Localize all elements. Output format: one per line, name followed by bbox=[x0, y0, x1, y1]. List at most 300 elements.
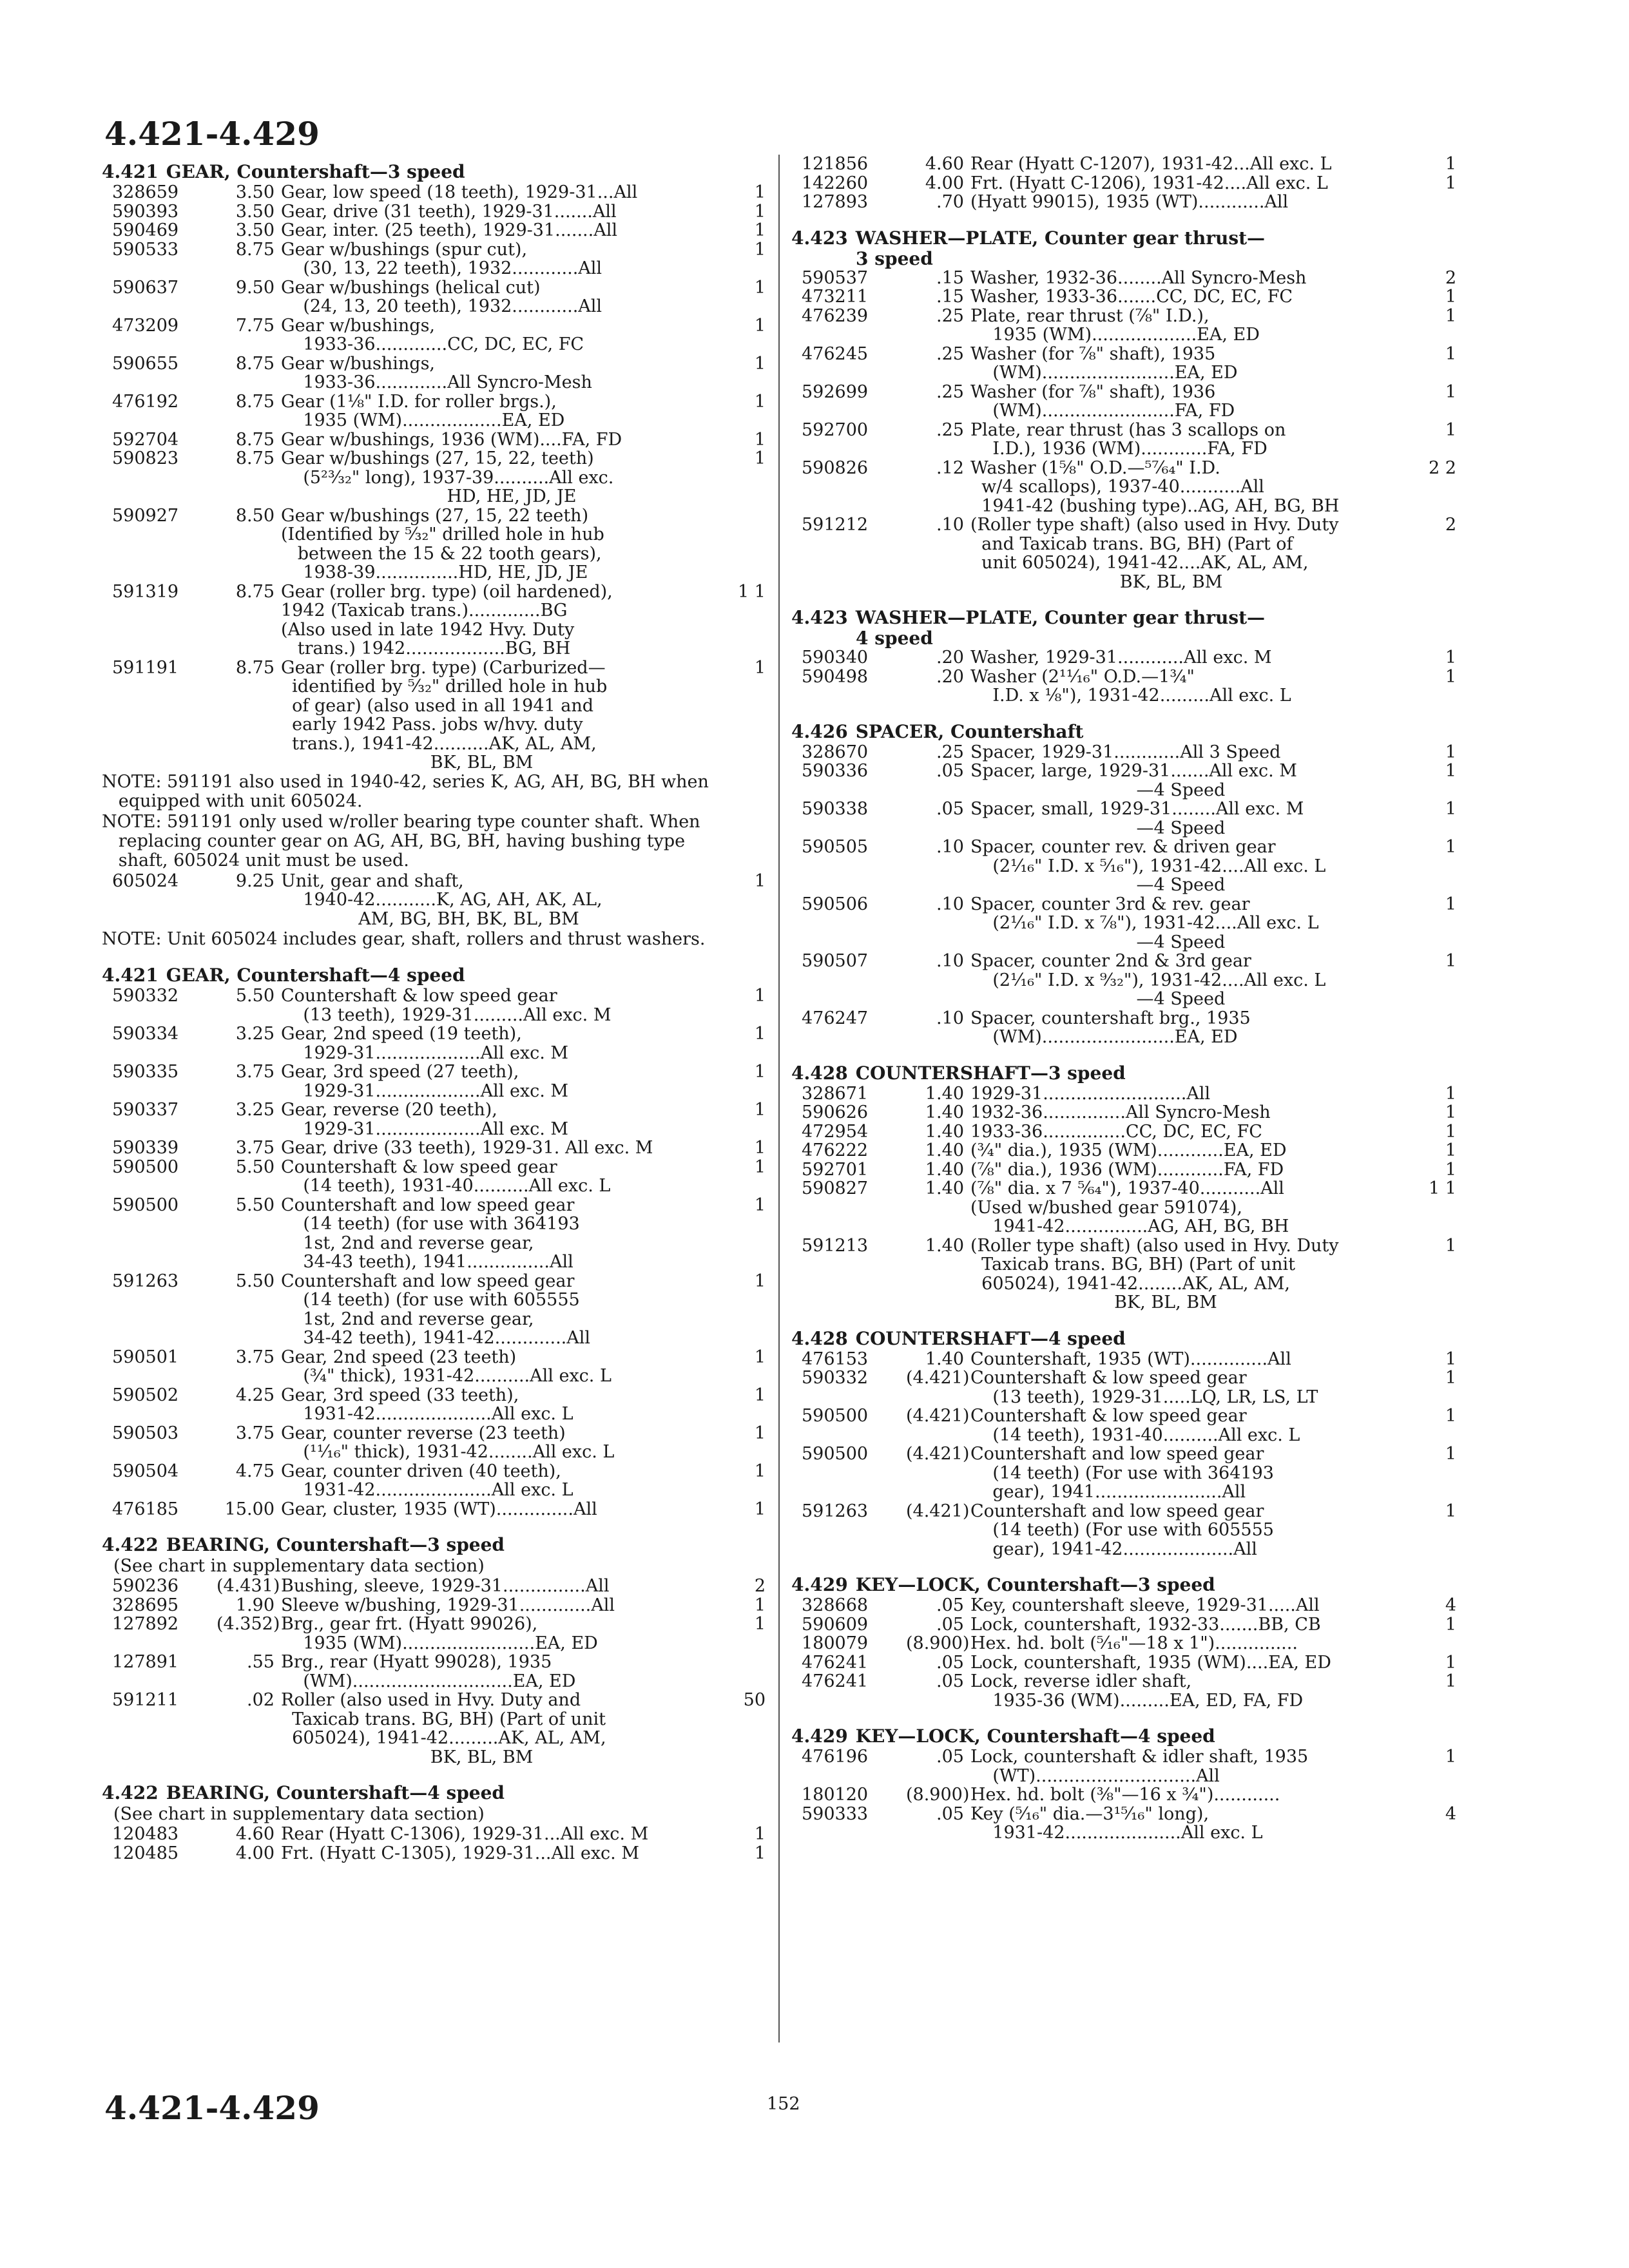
part-price: .05 bbox=[936, 1672, 964, 1691]
part-description: Sleeve w/bushing, 1929-31.............All bbox=[281, 1595, 615, 1615]
part-quantity: 1 bbox=[1445, 1236, 1456, 1256]
part-price: .25 bbox=[936, 306, 964, 326]
part-quantity: 1 bbox=[1445, 1747, 1456, 1767]
part-price: .20 bbox=[936, 648, 964, 668]
part-quantity: 4 bbox=[1445, 1804, 1456, 1824]
part-number: 473209 bbox=[112, 316, 179, 336]
part-quantity: 2 bbox=[1445, 268, 1456, 287]
part-description: Gear, 3rd speed (27 teeth), 1929-31...................All exc. M bbox=[281, 1062, 569, 1100]
part-price: 7.75 bbox=[235, 316, 275, 336]
part-price: .25 bbox=[936, 344, 964, 364]
section-number: 4.422 bbox=[102, 1534, 159, 1555]
part-quantity: 2 bbox=[1445, 515, 1456, 535]
part-price: (8.900) bbox=[906, 1785, 970, 1805]
part-row bbox=[791, 1747, 1456, 1785]
part-row bbox=[102, 1100, 766, 1139]
part-number: 590502 bbox=[112, 1385, 179, 1405]
part-quantity: 1 bbox=[1445, 1349, 1456, 1369]
part-price: 5.50 bbox=[235, 986, 275, 1006]
part-number: 476222 bbox=[802, 1141, 869, 1160]
part-row bbox=[791, 269, 1456, 288]
part-quantity: 1 bbox=[754, 354, 766, 374]
part-description: Countershaft & low speed gear (13 teeth), 1929-31.........All exc. M bbox=[281, 986, 612, 1024]
part-description: Spacer, small, 1929-31........All exc. M —4 Speed bbox=[970, 800, 1304, 838]
part-quantity: 1 bbox=[754, 221, 766, 240]
section-washer-plate-3-speed bbox=[791, 227, 1456, 592]
part-row bbox=[791, 1369, 1456, 1407]
part-description: Frt. (Hyatt C-1305), 1929-31...All exc. M bbox=[281, 1843, 639, 1863]
part-number: 328659 bbox=[112, 183, 179, 202]
part-number: 127891 bbox=[112, 1653, 179, 1672]
part-row bbox=[791, 307, 1456, 345]
part-quantity: 1 bbox=[754, 1461, 766, 1481]
part-row bbox=[791, 838, 1456, 895]
part-quantity: 1 bbox=[1445, 1103, 1456, 1122]
part-price: 1.40 bbox=[925, 1179, 964, 1198]
part-description: Countershaft, 1935 (WT)..............All bbox=[970, 1349, 1291, 1369]
part-description: 1932-36...............All Syncro-Mesh bbox=[970, 1103, 1271, 1122]
part-description: Hex. hd. bolt (⅜"—16 x ¾")............ bbox=[970, 1785, 1280, 1805]
part-quantity: 2 2 bbox=[1429, 458, 1456, 478]
part-description: Key, countershaft sleeve, 1929-31.....All bbox=[970, 1596, 1320, 1615]
part-description: Countershaft and low speed gear (14 teeth) (For use with 364193 gear), 1941.......................All bbox=[970, 1445, 1274, 1502]
part-quantity bbox=[1418, 1785, 1456, 1805]
part-description: Spacer, large, 1929-31.......All exc. M —4 Speed bbox=[970, 762, 1297, 800]
part-description: Lock, countershaft & idler shaft, 1935 (WT).............................All bbox=[970, 1747, 1309, 1785]
section-title: WASHER—PLATE, Counter gear thrust— bbox=[855, 607, 1266, 628]
section-title: KEY—LOCK, Countershaft—4 speed bbox=[855, 1725, 1215, 1747]
part-price: .02 bbox=[247, 1691, 275, 1710]
section-number: 4.421 bbox=[102, 965, 159, 986]
part-row bbox=[791, 1103, 1456, 1122]
section-title: COUNTERSHAFT—4 speed bbox=[855, 1327, 1126, 1349]
part-price: .10 bbox=[936, 1008, 964, 1028]
part-row bbox=[791, 174, 1456, 193]
part-number: 328668 bbox=[802, 1596, 869, 1615]
part-description: Gear w/bushings, 1936 (WM)....FA, FD bbox=[281, 430, 622, 449]
part-number: 590504 bbox=[112, 1461, 179, 1481]
part-number: 476192 bbox=[112, 392, 179, 412]
part-price: .05 bbox=[936, 1804, 964, 1824]
part-number: 590332 bbox=[112, 986, 179, 1006]
part-row bbox=[102, 506, 766, 582]
part-row bbox=[791, 648, 1456, 668]
part-description: (Roller type shaft) (also used in Hvy. Duty and Taxicab trans. BG, BH) (Part of unit 605024), 1941-42....AK, AL, AM, BK, BL, BM bbox=[970, 515, 1339, 591]
part-description: Spacer, counter rev. & driven gear (2¹⁄₁₆" I.D. x ⁵⁄₁₆"), 1931-42....All exc. L —4 Speed bbox=[970, 838, 1326, 895]
part-number: 590626 bbox=[802, 1103, 869, 1122]
part-number: 476239 bbox=[802, 306, 869, 326]
section-heading bbox=[102, 161, 766, 183]
part-number: 590507 bbox=[802, 952, 869, 971]
part-price: (4.421) bbox=[906, 1501, 970, 1521]
part-number: 590393 bbox=[112, 202, 179, 221]
part-row bbox=[791, 668, 1456, 706]
part-number: 591191 bbox=[112, 658, 179, 678]
part-price: 4.00 bbox=[925, 173, 964, 193]
part-price: 3.75 bbox=[235, 1423, 275, 1443]
part-description: Gear, drive (33 teeth), 1929-31. All exc. M bbox=[281, 1139, 653, 1158]
part-price: .05 bbox=[936, 800, 964, 819]
part-description: (¾" dia.), 1935 (WM)............EA, ED bbox=[970, 1141, 1287, 1160]
part-quantity: 1 bbox=[754, 1157, 766, 1177]
part-row bbox=[102, 316, 766, 354]
part-row bbox=[102, 658, 766, 773]
part-quantity: 1 bbox=[1445, 306, 1456, 326]
part-price: 8.75 bbox=[235, 658, 275, 678]
part-price: 1.40 bbox=[925, 1084, 964, 1103]
part-row bbox=[102, 1158, 766, 1196]
section-heading bbox=[791, 721, 1456, 743]
part-price: .05 bbox=[936, 762, 964, 781]
part-price: .10 bbox=[936, 952, 964, 971]
part-description: Countershaft and low speed gear (14 teeth) (for use with 364193 1st, 2nd and reverse gear, 34-43 teeth), 1941...............All bbox=[281, 1195, 580, 1272]
part-description: Rear (Hyatt C-1306), 1929-31...All exc. M bbox=[281, 1825, 649, 1844]
part-row bbox=[102, 183, 766, 202]
section-number: 4.428 bbox=[791, 1062, 848, 1084]
part-price: 8.75 bbox=[235, 449, 275, 468]
part-description: Plate, rear thrust (has 3 scallops on I.D.), 1936 (WM)............FA, FD bbox=[970, 420, 1286, 459]
part-quantity: 1 bbox=[754, 1595, 766, 1615]
part-price: 4.25 bbox=[235, 1385, 275, 1405]
part-row bbox=[791, 155, 1456, 174]
part-quantity: 1 bbox=[754, 202, 766, 221]
part-price: (4.421) bbox=[906, 1445, 970, 1464]
part-row bbox=[102, 202, 766, 222]
section-heading bbox=[791, 1062, 1456, 1084]
part-number: 590823 bbox=[112, 449, 179, 468]
part-row bbox=[791, 800, 1456, 838]
part-quantity: 1 bbox=[754, 1271, 766, 1291]
part-number: 476247 bbox=[802, 1008, 869, 1028]
part-quantity: 1 bbox=[1445, 648, 1456, 668]
section-number: 4.423 bbox=[791, 227, 848, 249]
part-quantity: 1 bbox=[1445, 742, 1456, 762]
section-gear-countershaft-4-speed bbox=[102, 965, 766, 1519]
part-quantity bbox=[727, 506, 766, 582]
part-price: .10 bbox=[936, 838, 964, 857]
part-description: Unit, gear and shaft, 1940-42...........K, AG, AH, AK, AL, AM, BG, BH, BK, BL, BM bbox=[281, 871, 602, 928]
part-number: 591263 bbox=[112, 1271, 179, 1291]
part-quantity: 1 bbox=[1445, 382, 1456, 402]
part-quantity: 1 bbox=[754, 1139, 766, 1158]
part-price: 3.50 bbox=[235, 202, 275, 221]
note: NOTE: Unit 605024 includes gear, shaft, rollers and thrust washers. bbox=[102, 930, 706, 949]
part-price: 1.40 bbox=[925, 1103, 964, 1122]
part-price: .15 bbox=[936, 268, 964, 287]
part-number: 590826 bbox=[802, 458, 869, 478]
part-row bbox=[791, 1805, 1456, 1843]
note: NOTE: 591191 also used in 1940-42, series K, AG, AH, BG, BH when equipped with unit 605024. bbox=[102, 772, 709, 811]
part-price: 3.75 bbox=[235, 1347, 275, 1367]
part-description: Spacer, counter 3rd & rev. gear (2¹⁄₁₆" I.D. x ⅞"), 1931-42....All exc. L —4 Speed bbox=[970, 894, 1319, 952]
part-description: Washer (2¹¹⁄₁₆" O.D.—1¾" I.D. x ⅛"), 1931-42.........All exc. L bbox=[970, 667, 1291, 706]
part-quantity: 1 bbox=[754, 1615, 766, 1634]
part-number: 590500 bbox=[802, 1407, 869, 1426]
part-quantity: 4 bbox=[1445, 1596, 1456, 1615]
part-price: .05 bbox=[936, 1596, 964, 1615]
part-quantity: 1 bbox=[754, 1024, 766, 1044]
part-row bbox=[791, 515, 1456, 591]
part-price: 8.75 bbox=[235, 430, 275, 449]
section-number: 4.428 bbox=[791, 1327, 848, 1349]
part-row bbox=[102, 449, 766, 506]
part-quantity: 1 bbox=[1445, 420, 1456, 440]
section-heading bbox=[791, 1725, 1456, 1747]
part-description: Gear w/bushings (helical cut) (24, 13, 20 teeth), 1932............All bbox=[281, 278, 602, 316]
part-price: 9.50 bbox=[235, 278, 275, 298]
part-description: Gear, 2nd speed (19 teeth), 1929-31...................All exc. M bbox=[281, 1024, 569, 1062]
part-quantity: 50 bbox=[743, 1691, 766, 1710]
right-column bbox=[791, 155, 1456, 1858]
part-number: 591212 bbox=[802, 515, 869, 535]
part-quantity: 1 bbox=[1445, 173, 1456, 193]
part-description: Gear, counter driven (40 teeth), 1931-42.....................All exc. L bbox=[281, 1461, 574, 1500]
part-quantity: 1 bbox=[1445, 1160, 1456, 1179]
part-description: Countershaft and low speed gear (14 teeth) (For use with 605555 gear), 1941-42....................All bbox=[970, 1501, 1274, 1559]
part-row bbox=[791, 1122, 1456, 1142]
part-quantity: 1 1 bbox=[738, 582, 766, 602]
part-number: 590505 bbox=[802, 838, 869, 857]
part-price: .25 bbox=[936, 742, 964, 762]
section-subtitle: 3 speed bbox=[856, 247, 933, 269]
part-row bbox=[791, 1407, 1456, 1445]
part-price: 3.50 bbox=[235, 221, 275, 240]
section-title: COUNTERSHAFT—3 speed bbox=[855, 1062, 1126, 1084]
part-price: 1.90 bbox=[235, 1595, 275, 1615]
part-quantity: 1 bbox=[1445, 838, 1456, 857]
part-description: (Hyatt 99015), 1935 (WT)............All bbox=[970, 193, 1289, 212]
part-quantity bbox=[1418, 1634, 1456, 1653]
part-row bbox=[102, 1615, 766, 1653]
part-description: (⅞" dia.), 1936 (WM)............FA, FD bbox=[970, 1160, 1284, 1179]
page-number: 152 bbox=[767, 2094, 800, 2114]
part-description: Washer, 1932-36........All Syncro-Mesh bbox=[970, 268, 1307, 287]
part-price: (8.900) bbox=[906, 1634, 970, 1653]
part-price: .05 bbox=[936, 1653, 964, 1672]
part-quantity: 2 bbox=[754, 1577, 766, 1596]
part-row bbox=[102, 1844, 766, 1863]
part-price: (4.431) bbox=[217, 1577, 280, 1596]
part-description: Washer, 1933-36.......CC, DC, EC, FC bbox=[970, 287, 1293, 307]
part-number: 590332 bbox=[802, 1369, 869, 1388]
part-quantity: 1 bbox=[754, 430, 766, 449]
part-number: 120485 bbox=[112, 1843, 179, 1863]
section-subtitle: 4 speed bbox=[856, 628, 933, 649]
part-description: Gear, counter reverse (23 teeth) (¹¹⁄₁₆" thick), 1931-42........All exc. L bbox=[281, 1423, 615, 1462]
part-quantity: 1 bbox=[754, 986, 766, 1006]
part-number: 592704 bbox=[112, 430, 179, 449]
part-quantity: 1 bbox=[754, 1195, 766, 1215]
part-number: 180120 bbox=[802, 1785, 869, 1805]
part-number: 127893 bbox=[802, 193, 869, 212]
part-description: Spacer, counter 2nd & 3rd gear (2¹⁄₁₆" I.D. x ⁹⁄₃₂"), 1931-42....All exc. L —4 Speed bbox=[970, 952, 1326, 1009]
part-number: 592700 bbox=[802, 420, 869, 440]
part-price: .25 bbox=[936, 420, 964, 440]
part-row bbox=[102, 986, 766, 1024]
part-row bbox=[791, 1141, 1456, 1160]
part-row bbox=[102, 1825, 766, 1844]
section-number: 4.421 bbox=[102, 161, 159, 182]
part-number: 328671 bbox=[802, 1084, 869, 1103]
part-number: 590500 bbox=[802, 1445, 869, 1464]
part-row bbox=[791, 383, 1456, 421]
part-quantity: 1 bbox=[1445, 800, 1456, 819]
part-number: 476196 bbox=[802, 1747, 869, 1767]
part-description: Washer, 1929-31............All exc. M bbox=[970, 648, 1272, 668]
section-note: (See chart in supplementary data section) bbox=[113, 1804, 485, 1824]
part-quantity: 1 bbox=[1445, 1501, 1456, 1521]
part-row bbox=[791, 421, 1456, 459]
section-heading bbox=[791, 1574, 1456, 1596]
section-bearing-countershaft-4-speed bbox=[102, 1782, 766, 1863]
part-quantity: 1 bbox=[1445, 1615, 1456, 1634]
part-description: Gear w/bushings (27, 15, 22, teeth) (5²³⁄₃₂" long), 1937-39..........All exc. HD, HE, JD, JE bbox=[281, 449, 614, 506]
part-description: Gear, 3rd speed (33 teeth), 1931-42.....................All exc. L bbox=[281, 1385, 574, 1424]
part-price: .25 bbox=[936, 382, 964, 402]
part-price: 5.50 bbox=[235, 1195, 275, 1215]
part-price: .15 bbox=[936, 287, 964, 307]
section-number: 4.426 bbox=[791, 720, 848, 742]
section-key-lock-3-speed bbox=[791, 1574, 1456, 1710]
part-quantity bbox=[1418, 1009, 1456, 1047]
part-row bbox=[791, 895, 1456, 952]
part-price: 4.60 bbox=[925, 155, 964, 174]
part-number: 590498 bbox=[802, 667, 869, 687]
part-number: 121856 bbox=[802, 155, 869, 174]
part-number: 472954 bbox=[802, 1122, 869, 1141]
part-row bbox=[102, 1272, 766, 1348]
part-description: Lock, countershaft, 1935 (WM)....EA, ED bbox=[970, 1653, 1331, 1672]
part-quantity: 1 bbox=[754, 1825, 766, 1844]
part-quantity: 1 bbox=[1445, 1084, 1456, 1103]
part-number: 590506 bbox=[802, 894, 869, 914]
part-price: .05 bbox=[936, 1615, 964, 1634]
part-row bbox=[791, 1350, 1456, 1369]
part-number: 590236 bbox=[112, 1577, 179, 1596]
part-description: Countershaft & low speed gear (13 teeth), 1929-31.....LQ, LR, LS, LT bbox=[970, 1369, 1318, 1407]
part-price: 1.40 bbox=[925, 1236, 964, 1256]
part-price: 1.40 bbox=[925, 1160, 964, 1179]
part-description: Washer (for ⅞" shaft), 1936 (WM)........................FA, FD bbox=[970, 382, 1235, 421]
section-title: GEAR, Countershaft—4 speed bbox=[166, 965, 465, 986]
section-title: KEY—LOCK, Countershaft—3 speed bbox=[855, 1574, 1215, 1595]
part-row bbox=[791, 1236, 1456, 1312]
part-price: .70 bbox=[936, 193, 964, 212]
part-description: Gear w/bushings, 1933-36.............CC, DC, EC, FC bbox=[281, 316, 584, 354]
part-quantity: 1 bbox=[1445, 1122, 1456, 1141]
part-number: 590533 bbox=[112, 240, 179, 260]
part-quantity: 1 bbox=[754, 183, 766, 202]
section-key-lock-4-speed bbox=[791, 1725, 1456, 1843]
part-price: (4.421) bbox=[906, 1369, 970, 1388]
part-row bbox=[102, 1596, 766, 1615]
part-price: 3.75 bbox=[235, 1139, 275, 1158]
section-heading bbox=[791, 607, 1456, 629]
part-number: 142260 bbox=[802, 173, 869, 193]
part-price: 8.75 bbox=[235, 354, 275, 374]
part-description: Gear (roller brg. type) (oil hardened), 1942 (Taxicab trans.).............BG (Also used in late 1942 Hvy. Duty trans.) 1942..................BG, BH bbox=[281, 582, 613, 658]
part-row bbox=[791, 1160, 1456, 1180]
part-row bbox=[102, 1424, 766, 1462]
part-price: 3.25 bbox=[235, 1100, 275, 1120]
part-row bbox=[102, 392, 766, 430]
part-number: 590338 bbox=[802, 800, 869, 819]
part-number: 591211 bbox=[112, 1691, 179, 1710]
part-row bbox=[102, 872, 766, 929]
part-price: 3.50 bbox=[235, 183, 275, 202]
part-description: Gear, inter. (25 teeth), 1929-31.......All bbox=[281, 221, 617, 240]
part-description: 1929-31..........................All bbox=[970, 1084, 1211, 1103]
part-quantity: 1 bbox=[1445, 1407, 1456, 1426]
part-row bbox=[791, 1653, 1456, 1673]
part-description: Rear (Hyatt C-1207), 1931-42...All exc. L bbox=[970, 155, 1332, 174]
part-row bbox=[102, 354, 766, 392]
part-row bbox=[102, 1462, 766, 1500]
part-description: Washer (for ⅞" shaft), 1935 (WM)........................EA, ED bbox=[970, 344, 1238, 383]
part-description: Countershaft & low speed gear (14 teeth), 1931-40..........All exc. L bbox=[970, 1407, 1300, 1445]
part-price: .05 bbox=[936, 1747, 964, 1767]
section-countershaft-3-speed bbox=[791, 1062, 1456, 1312]
part-row bbox=[102, 221, 766, 240]
part-price: .12 bbox=[936, 458, 964, 478]
page-footer-title: 4.421-4.429 bbox=[104, 2089, 320, 2127]
part-description: Frt. (Hyatt C-1206), 1931-42....All exc. L bbox=[970, 173, 1328, 193]
part-number: 180079 bbox=[802, 1634, 869, 1653]
part-description: (Roller type shaft) (also used in Hvy. Duty Taxicab trans. BG, BH) (Part of unit 605024), 1941-42........AK, AL, AM, BK, BL, BM bbox=[970, 1236, 1339, 1312]
section-number: 4.423 bbox=[791, 607, 848, 628]
part-price: 3.25 bbox=[235, 1024, 275, 1044]
part-description: Bushing, sleeve, 1929-31...............All bbox=[281, 1577, 610, 1596]
part-quantity: 1 bbox=[1445, 1369, 1456, 1388]
part-number: 590336 bbox=[802, 762, 869, 781]
part-row bbox=[791, 1596, 1456, 1615]
part-price: 3.75 bbox=[235, 1062, 275, 1082]
part-description: Lock, countershaft, 1932-33.......BB, CB bbox=[970, 1615, 1321, 1634]
part-quantity bbox=[1418, 193, 1456, 212]
part-row bbox=[102, 1653, 766, 1691]
part-price: 5.50 bbox=[235, 1157, 275, 1177]
part-price: 4.60 bbox=[235, 1825, 275, 1844]
part-number: 590827 bbox=[802, 1179, 869, 1198]
part-description: 1933-36...............CC, DC, EC, FC bbox=[970, 1122, 1262, 1141]
section-note: (See chart in supplementary data section) bbox=[113, 1556, 485, 1576]
part-number: 328695 bbox=[112, 1595, 179, 1615]
part-quantity: 1 bbox=[1445, 1653, 1456, 1672]
part-row bbox=[102, 1386, 766, 1424]
part-description: Key (⁵⁄₁₆" dia.—3¹⁵⁄₁₆" long), 1931-42.....................All exc. L bbox=[970, 1804, 1263, 1843]
part-number: 605024 bbox=[112, 871, 179, 891]
part-quantity: 1 bbox=[1445, 952, 1456, 971]
part-row bbox=[102, 278, 766, 316]
section-title: BEARING, Countershaft—4 speed bbox=[166, 1782, 505, 1803]
part-price: 4.00 bbox=[235, 1843, 275, 1863]
part-number: 476185 bbox=[112, 1499, 179, 1519]
part-quantity: 1 bbox=[754, 1843, 766, 1863]
part-number: 590469 bbox=[112, 221, 179, 240]
section-heading bbox=[102, 1782, 766, 1804]
part-row bbox=[791, 193, 1456, 212]
part-row bbox=[791, 1785, 1456, 1805]
part-description: Gear w/bushings, 1933-36.............All Syncro-Mesh bbox=[281, 354, 592, 392]
part-number: 590927 bbox=[112, 506, 179, 526]
part-quantity: 1 bbox=[754, 240, 766, 260]
part-description: Roller (also used in Hvy. Duty and Taxicab trans. BG, BH) (Part of unit 605024), 1941-42.........AK, AL, AM, BK, BL, BM bbox=[281, 1691, 606, 1767]
part-description: Gear (roller brg. type) (Carburized— identified by ⁵⁄₃₂" drilled hole in hub of gear) (also used in all 1941 and early 1942 Pass. jobs w/hvy. duty trans.), 1941-42..........AK, AL, AM, BK, BL, BM bbox=[281, 658, 608, 773]
part-quantity: 1 bbox=[754, 1100, 766, 1120]
part-description: (⅞" dia. x 7 ⁵⁄₆₄"), 1937-40...........All (Used w/bushed gear 591074), 1941-42...............AG, AH, BG, BH bbox=[970, 1179, 1289, 1236]
part-quantity: 1 bbox=[1445, 762, 1456, 781]
part-row bbox=[102, 1196, 766, 1272]
